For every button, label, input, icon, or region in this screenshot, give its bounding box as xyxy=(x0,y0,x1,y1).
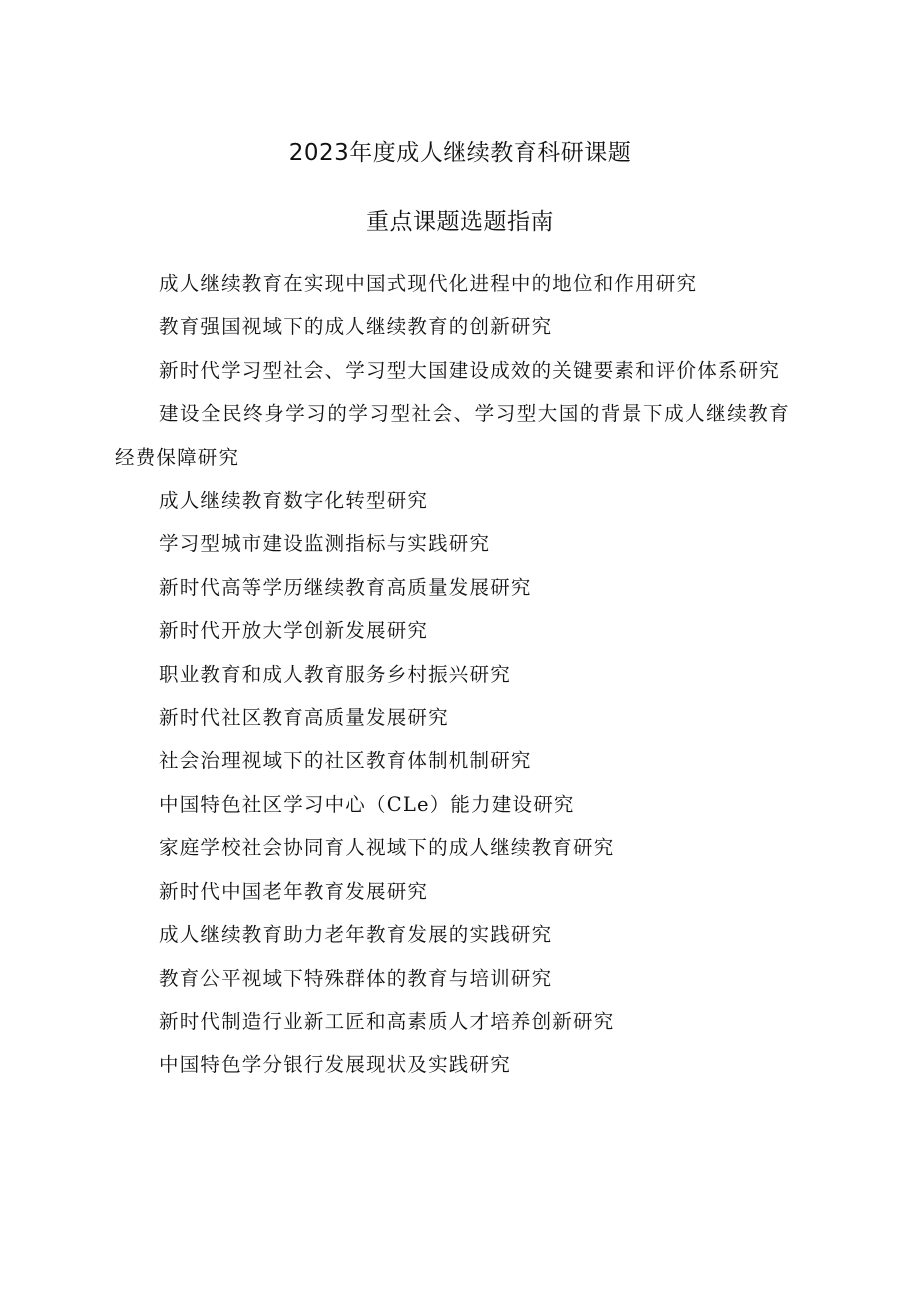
topic-item: 新时代社区教育高质量发展研究 xyxy=(159,706,449,730)
topic-item: 教育强国视域下的成人继续教育的创新研究 xyxy=(159,315,553,339)
topic-item: 新时代中国老年教育发展研究 xyxy=(159,879,429,903)
topic-item: 建设全民终身学习的学习型社会、学习型大国的背景下成人继续教育经费保障研究 xyxy=(115,402,790,469)
topic-item: 教育公平视域下特殊群体的教育与培训研究 xyxy=(159,966,553,990)
topic-item: 成人继续教育数字化转型研究 xyxy=(159,489,429,513)
topic-item: 新时代高等学历继续教育高质量发展研究 xyxy=(159,575,532,599)
topic-item: 中国特色社区学习中心（CLe）能力建设研究 xyxy=(159,792,575,816)
topic-item: 成人继续教育助力老年教育发展的实践研究 xyxy=(159,923,553,947)
topic-list xyxy=(115,262,790,1087)
topic-item: 成人继续教育在实现中国式现代化进程中的地位和作用研究 xyxy=(159,272,698,295)
topic-item: 职业教育和成人教育服务乡村振兴研究 xyxy=(159,662,511,686)
document-title: 2023年度成人继续教育科研课题 xyxy=(288,140,632,166)
document-subtitle: 重点课题选题指南 xyxy=(366,209,554,235)
topic-item: 社会治理视域下的社区教育体制机制研究 xyxy=(159,749,532,773)
topic-item: 新时代开放大学创新发展研究 xyxy=(159,619,429,643)
topic-item: 新时代制造行业新工匠和高素质人才培养创新研究 xyxy=(159,1009,615,1033)
topic-item: 家庭学校社会协同育人视域下的成人继续教育研究 xyxy=(159,836,615,860)
topic-item: 学习型城市建设监测指标与实践研究 xyxy=(159,532,491,556)
topic-item: 中国特色学分银行发展现状及实践研究 xyxy=(159,1053,511,1077)
topic-item: 新时代学习型社会、学习型大国建设成效的关键要素和评价体系研究 xyxy=(159,358,781,382)
